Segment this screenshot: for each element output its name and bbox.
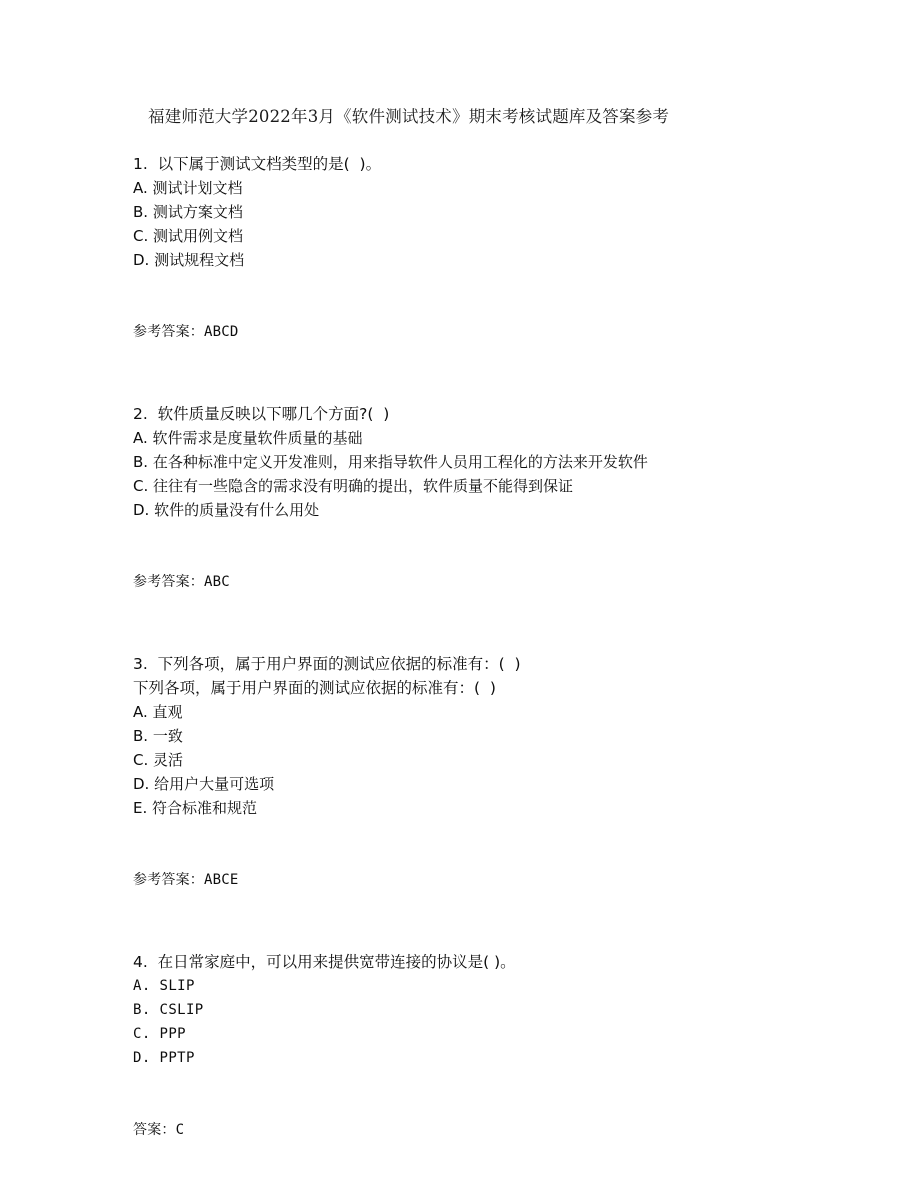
question-stem: 2. 软件质量反映以下哪几个方面?( ) bbox=[133, 405, 390, 423]
question-stem: 1. 以下属于测试文档类型的是( )。 bbox=[133, 155, 382, 173]
block-spacer bbox=[133, 522, 833, 570]
question-block-1 bbox=[133, 152, 833, 344]
question-option[interactable]: A. 直观 bbox=[133, 703, 183, 721]
block-spacer bbox=[133, 1070, 833, 1118]
page-title: 福建师范大学2022年3月《软件测试技术》期末考核试题库及答案参考 bbox=[148, 107, 670, 126]
block-spacer bbox=[133, 892, 833, 950]
block-spacer bbox=[133, 272, 833, 320]
question-option[interactable]: C. 测试用例文档 bbox=[133, 227, 244, 245]
question-option[interactable]: D. 测试规程文档 bbox=[133, 251, 245, 269]
question-option[interactable]: C. 灵活 bbox=[133, 751, 184, 769]
question-option[interactable]: C. PPP bbox=[133, 1026, 186, 1042]
question-option[interactable]: A. SLIP bbox=[133, 978, 195, 994]
question-block-2 bbox=[133, 402, 833, 594]
question-option[interactable]: D. PPTP bbox=[133, 1050, 195, 1066]
question-option[interactable]: D. 软件的质量没有什么用处 bbox=[133, 501, 320, 519]
question-option[interactable]: A. 软件需求是度量软件质量的基础 bbox=[133, 429, 363, 447]
question-list bbox=[133, 152, 833, 1142]
question-stem-repeat: 下列各项，属于用户界面的测试应依据的标准有：( ) bbox=[133, 679, 496, 697]
question-option[interactable]: A. 测试计划文档 bbox=[133, 179, 243, 197]
question-option[interactable]: B. 在各种标准中定义开发准则，用来指导软件人员用工程化的方法来开发软件 bbox=[133, 453, 648, 471]
block-spacer bbox=[133, 820, 833, 868]
block-spacer bbox=[133, 594, 833, 652]
question-option[interactable]: D. 给用户大量可选项 bbox=[133, 775, 275, 793]
answer-line: 参考答案：ABCE bbox=[133, 872, 239, 888]
question-option[interactable]: B. 测试方案文档 bbox=[133, 203, 243, 221]
question-option[interactable]: E. 符合标准和规范 bbox=[133, 799, 258, 817]
answer-line: 参考答案：ABC bbox=[133, 574, 230, 590]
question-option[interactable]: B. 一致 bbox=[133, 727, 183, 745]
question-stem: 3. 下列各项，属于用户界面的测试应依据的标准有：( ) bbox=[133, 655, 521, 673]
question-block-3 bbox=[133, 652, 833, 892]
question-option[interactable]: B. CSLIP bbox=[133, 1002, 204, 1018]
block-spacer bbox=[133, 344, 833, 402]
question-stem: 4. 在日常家庭中，可以用来提供宽带连接的协议是( )。 bbox=[133, 953, 516, 971]
answer-line: 参考答案：ABCD bbox=[133, 324, 239, 340]
answer-line: 答案：C bbox=[133, 1122, 185, 1138]
question-option[interactable]: C. 往往有一些隐含的需求没有明确的提出，软件质量不能得到保证 bbox=[133, 477, 574, 495]
question-block-4 bbox=[133, 950, 833, 1142]
